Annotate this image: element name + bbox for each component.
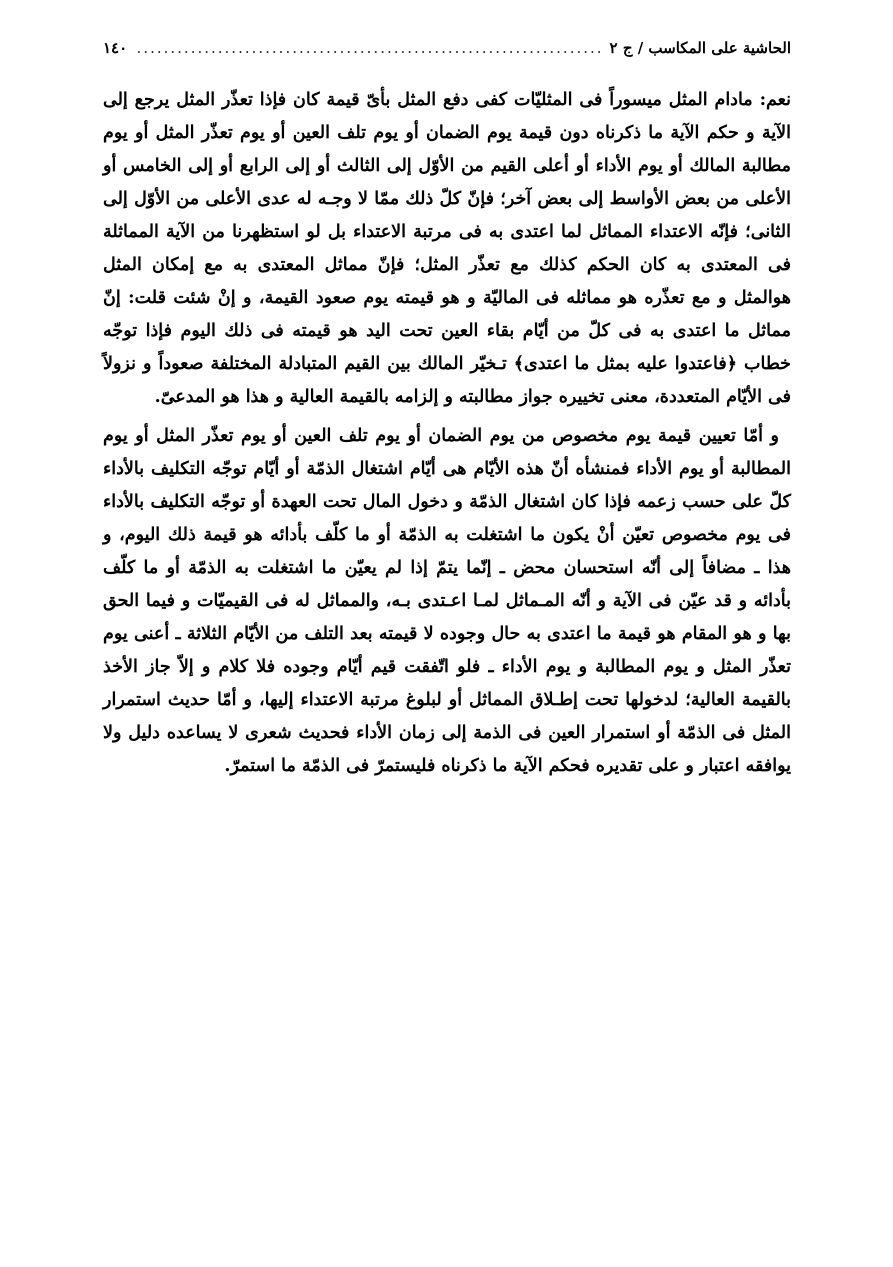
paragraph-2: و أمّا تعيين قيمة يوم مخصوص من يوم الضمان أو يوم تلف العين أو يوم تعذّر المثل أو يوم المطالبة أو يوم الأداء فمنشأه أنّ هذه الأيّام هى أيّام اشتغال الذمّة أو أيّام توجّه التكليف بالأداء كلّ على حسب زعمه فإذا كان اشتغال الذمّة و دخول المال تحت العهدة أو توجّه التكليف بالأداء فى يوم مخصوص تعيّن أنْ يكون ما اشتغلت به الذمّة أو ما كلّف بأدائه هو قيمة ذلك اليوم، و هذا ـ مضافاً إلى أنّه استحسان محض ـ إنّما يتمّ إذا لم يعيّن ما اشتغلت به الذمّة أو ما كلّف بأدائه و قد عيّن فى الآية و أنّه المـماثل لمـا اعـتدى بـه، والمماثل له فى القيميّات و فيما الحق بها و هو المقام هو قيمة ما اعتدى به حال وجوده لا قيمته بعد التلف من الأيّام الثلاثة ـ أعنى يوم تعذّر المثل و يوم المطالبة و يوم الأداء ـ فلو اتّفقت قيم أيّام وجوده فلا كلام و إلاّ جاز الأخذ بالقيمة العالية؛ لدخولها تحت إطـلاق المماثل أو لبلوغ مرتبة الاعتداء إليها، و أمّا حديث استمرار المثل فى الذمّة أو استمرار العين فى الذمة إلى زمان الأداء فحديث شعرى لا يساعده دليل ولا يوافقه اعتبار و على تقديره فحكم الآية ما ذكرناه فليستمرّ فى الذمّة ما استمرّ. (103, 426, 791, 776)
paragraph-1: نعم: مادام المثل ميسوراً فى المثليّات كفى دفع المثل بأىّ قيمة كان فإذا تعذّر المثل يرجع إلى الآية و حكم الآية ما ذكرناه دون قيمة يوم الضمان أو يوم تلف العين أو يوم تعذّر المثل أو يوم مطالبة المالك أو يوم الأداء أو أعلى القيم من الأوّل إلى الثالث أو إلى الرابع أو إلى الخامس أو الأعلى من بعض الأواسط إلى بعض آخر؛ فإنّ كلّ ذلك ممّا لا وجـه له عدى الأعلى من الأوّل إلى الثانى؛ فإنّه الاعتداء المماثل لما اعتدى به فى مرتبة الاعتداء بل لو استظهرنا من الآية المماثلة فى المعتدى به كان الحكم كذلك مع تعذّر المثل؛ فإنّ مماثل المعتدى به مع إمكان المثل هوالمثل و مع تعذّره هو مماثله فى الماليّة و هو قيمته يوم صعود القيمة، و إنْ شئت قلت: إنّ مماثل ما اعتدى به فى كلّ من أيّام بقاء العين تحت اليد هو قيمته فى ذلك اليوم فإذا توجّه خطاب ﴿فاعتدوا عليه بمثل ما اعتدى﴾ تـخيّر المالك بين القيم المتبادلة المختلفة صعوداً و نزولاً فى الأيّام المتعددة، معنى تخييره جواز مطالبته و إلزامه بالقيمة العالية و هذا هو المدعىّ. (103, 90, 791, 407)
running-header (103, 34, 791, 62)
dot-leader (133, 39, 603, 57)
body-text (103, 84, 791, 789)
page-number: ١٤٠ (103, 39, 128, 57)
running-header-title: الحاشية على المكاسب / ج ٢ (609, 39, 791, 57)
